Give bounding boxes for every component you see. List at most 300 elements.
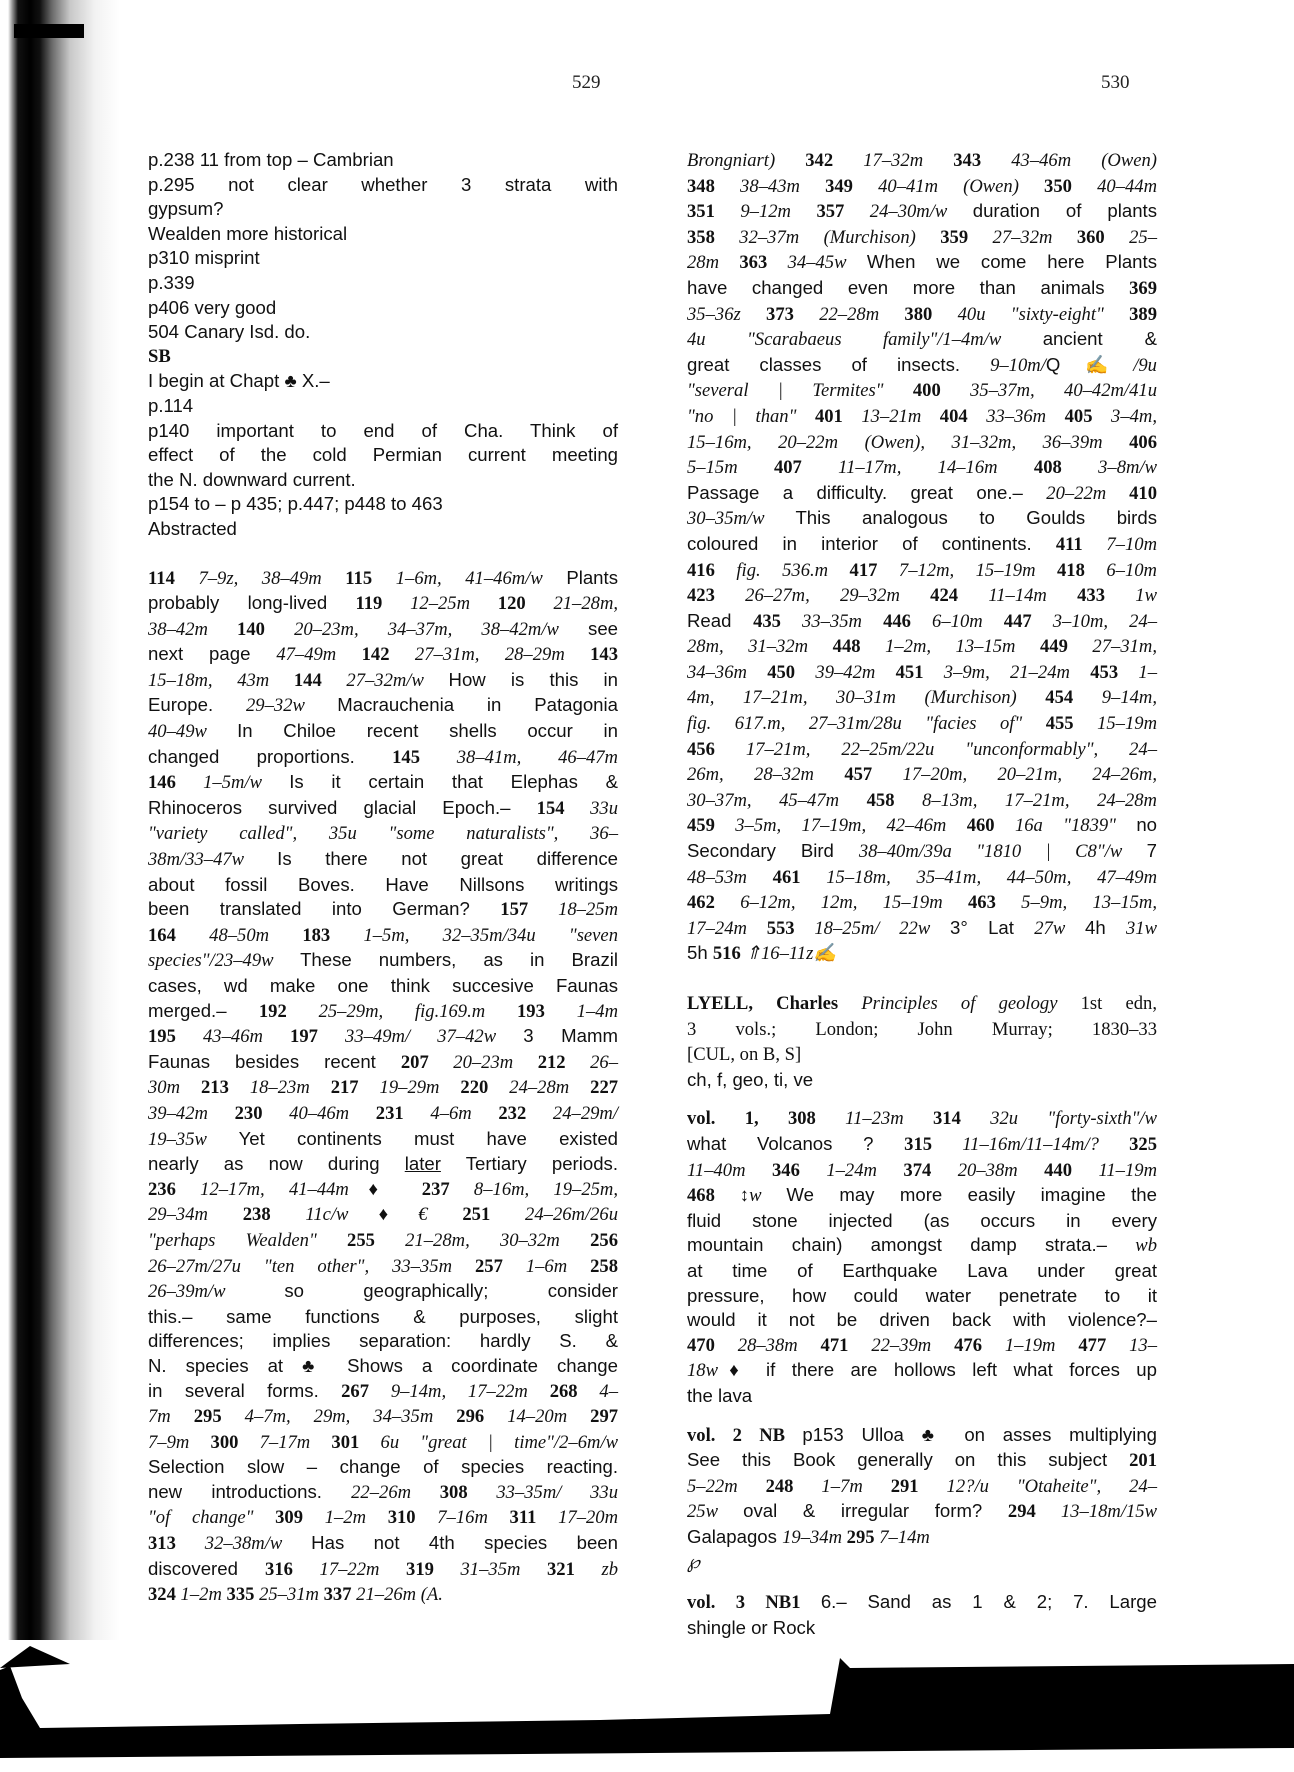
line-ref: 30m (148, 1077, 201, 1099)
annotation-text: 7 (1146, 840, 1157, 862)
page-ref: 374 (903, 1159, 958, 1181)
line-ref: 3–4m, (1111, 405, 1157, 427)
text-line (687, 1183, 1157, 1209)
line-ref: 40–44m (1097, 175, 1157, 197)
text-line (148, 1228, 618, 1254)
page-ref: 411 (1055, 533, 1107, 555)
annotation-text: pressure, how could water penetrate to it (687, 1284, 1157, 1306)
line-ref: 28m, 31–32m (687, 636, 833, 658)
line-ref: 3–10m, 24– (1052, 610, 1157, 632)
line-ref: 33–49m/ 37–42w (345, 1026, 524, 1048)
text-line (148, 1075, 618, 1101)
text-line (687, 1042, 1157, 1068)
line-ref: ⇑16–11z✍ (745, 943, 837, 965)
text-line (687, 1499, 1157, 1525)
sb-note-line: Abstracted (148, 517, 237, 539)
line-ref: 14–20m (507, 1406, 591, 1428)
page-ref: 140 (237, 618, 295, 640)
page-ref: 401 (814, 405, 862, 427)
line-ref: 11–16m/11–14m/? (962, 1133, 1130, 1155)
line-ref: 7–9z, 38–49m (198, 567, 346, 589)
line-ref: 43–46m (203, 1026, 291, 1048)
annotation-text: 5h (687, 942, 713, 964)
text-line (148, 1505, 618, 1531)
text-line (687, 1423, 1157, 1449)
page-ref: 349 (825, 175, 879, 197)
page-ref: 343 (953, 150, 1012, 171)
annotation-text: Is there not great difference (277, 848, 618, 870)
line-ref: fig. 617.m, 27–31m/28u "facies of" (687, 713, 1046, 735)
page-ref: 308 (439, 1481, 497, 1503)
page-ref: 463 (967, 892, 1022, 914)
line-ref: 17–20m (558, 1507, 619, 1529)
annotation-text: next page (148, 643, 277, 665)
line-ref: 26m, 28–32m (687, 764, 845, 786)
line-ref: 27–32m/w (346, 669, 449, 691)
line-ref: 34–36m (687, 661, 768, 683)
line-ref: 17–24m (687, 917, 767, 939)
line-ref: 11–17m, 14–16m (838, 457, 1034, 479)
line-ref: 24–29m/ (552, 1102, 618, 1124)
line-ref: 47–49m (276, 644, 362, 666)
line-ref: Brongniart) (687, 150, 806, 171)
text-line (148, 1254, 618, 1280)
annotation-text: later (404, 1153, 441, 1175)
page-number-left: 529 (572, 72, 601, 93)
text-line (148, 719, 618, 745)
text-line (687, 558, 1157, 584)
text-line (687, 327, 1157, 353)
line-ref: 35–37m, 40–42m/41u (970, 380, 1157, 402)
annotation-text: what Volcanos ? (687, 1132, 905, 1154)
line-ref: 27–31m, 28–29m (414, 644, 591, 666)
annotation-text: see (588, 617, 619, 639)
line-ref: 38m/33–47w (148, 849, 278, 871)
page-number-right: 530 (1101, 72, 1130, 93)
line-ref: "variety called", 35u "some naturalists", 36– (148, 823, 618, 845)
line-ref: 34–45w (787, 252, 867, 274)
line-ref: 11–40m (687, 1159, 772, 1181)
line-ref: 40–49w (148, 721, 238, 743)
text-line (148, 897, 618, 923)
line-ref: 12?/u "Otaheite", 24– (946, 1475, 1157, 1497)
text-line (687, 1333, 1157, 1359)
annotation-text: 3 Mamm (523, 1025, 618, 1047)
line-ref: 26–39m/w (148, 1281, 285, 1303)
page-ref: 300 (210, 1431, 260, 1453)
annotation-text: Passage a difficulty. great one.– (687, 481, 1047, 503)
page-ref: 418 (1057, 559, 1107, 581)
text-line (687, 1590, 1157, 1616)
line-ref: 7–16m (437, 1507, 510, 1529)
line-ref: 6–10m (932, 610, 1004, 632)
page-ref: 236 (148, 1178, 201, 1200)
line-ref: "no | than" (687, 405, 815, 427)
page-ref: 373 (766, 303, 820, 325)
page-ref: 447 (1003, 610, 1053, 632)
line-ref: 15–18m, 35–41m, 44–50m, 47–49m (826, 866, 1157, 888)
text-line (687, 302, 1157, 328)
text-line (148, 923, 618, 949)
annotation-text: This analogous to Goulds birds (795, 507, 1157, 529)
line-ref: 16a "1839" (1014, 815, 1137, 837)
text-line (687, 1448, 1157, 1474)
page-ref: 476 (954, 1334, 1005, 1356)
line-ref: 5–15m (687, 457, 774, 479)
line-ref: wb (1135, 1235, 1157, 1257)
line-ref: 7m (148, 1406, 194, 1428)
text-line (687, 660, 1157, 686)
line-ref: 5–22m (687, 1475, 766, 1497)
page-ref: 119 (355, 593, 411, 615)
line-ref: 5–9m, 13–15m, (1021, 892, 1158, 914)
text-line (687, 788, 1157, 814)
line-ref: 38–40m/39a "1810 | C8"/w (858, 841, 1147, 863)
text-line (148, 1480, 618, 1506)
annotation-text: 3 vols.; London; John Murray; 1830–33 (687, 1018, 1157, 1040)
line-ref: 1– (1138, 661, 1158, 683)
text-line (687, 250, 1157, 276)
page-ref: 516 (712, 943, 746, 965)
page-ref: 380 (904, 303, 958, 325)
line-ref: 9–10m/ (990, 354, 1046, 376)
text-line (148, 1177, 618, 1203)
sb-note-line: effect of the cold Permian current meeting (148, 444, 618, 466)
page-ref: 456 (687, 738, 746, 760)
line-ref: 6–10m (1106, 559, 1157, 581)
note-line: p406 very good (148, 296, 277, 318)
page-ref: 256 (590, 1229, 618, 1251)
line-ref: ℘ (687, 1552, 700, 1574)
page-ref: 461 (772, 866, 827, 888)
line-ref: 21–26m (A. (356, 1584, 443, 1606)
page-ref: 462 (687, 892, 741, 914)
annotation-text: Has not 4th species been (311, 1532, 618, 1554)
line-ref: 18–23m (249, 1077, 331, 1099)
line-ref: "perhaps Wealden" (148, 1229, 348, 1251)
note-line: 504 Canary Isd. do. (148, 321, 311, 343)
line-ref: 3–8m/w (1098, 457, 1157, 479)
sb-note-line: p154 to – p 435; p.447; p448 to 463 (148, 493, 443, 515)
note-line: gypsum? (148, 198, 224, 220)
scan-bottom-edge-shadow (0, 1628, 1294, 1758)
line-ref: 19–34m (782, 1526, 847, 1548)
page-ref: 164 (148, 924, 210, 946)
page-ref: 408 (1033, 457, 1099, 479)
page-ref: 212 (537, 1051, 591, 1073)
text-line (687, 276, 1157, 302)
text-line (687, 532, 1157, 558)
annotation-text: changed proportions. (148, 745, 393, 767)
annotation-text: [CUL, on B, S] (687, 1044, 802, 1066)
line-ref: 1–19m (1004, 1334, 1079, 1356)
line-ref: 40u "sixty-eight" (957, 303, 1130, 325)
page-ref: 238 (242, 1204, 306, 1226)
annotation-text: new introductions. (148, 1480, 352, 1502)
page-ref: 257 (474, 1255, 526, 1277)
text-line (148, 1430, 618, 1456)
page-ref: 450 (767, 661, 816, 683)
line-ref: 20–22m (1046, 482, 1130, 504)
line-ref: 32u "forty-sixth"/w (990, 1108, 1158, 1130)
line-ref: 13–21m (861, 405, 940, 427)
text-line (687, 1158, 1157, 1184)
text-line (687, 378, 1157, 404)
page-ref: 454 (1045, 687, 1102, 709)
annotation-text: See this Book generally on this subject (687, 1449, 1130, 1471)
line-ref: 18–25m/ 22w (814, 917, 951, 939)
page-ref: 295 (846, 1526, 880, 1548)
page-ref: 115 (345, 567, 396, 589)
page-ref: 251 (462, 1204, 526, 1226)
text-line (687, 404, 1157, 430)
page-ref: 477 (1078, 1334, 1130, 1356)
text-line (148, 821, 618, 847)
line-ref: zb (601, 1558, 619, 1580)
page-ref: 433 (1077, 585, 1136, 607)
line-ref: 27w (1034, 917, 1086, 939)
line-ref: Principles of geology (861, 993, 1081, 1014)
text-line (687, 1550, 1157, 1576)
text-line (687, 634, 1157, 660)
page-ref: 357 (816, 201, 870, 223)
text-line (148, 745, 618, 771)
annotation-text: in several forms. (148, 1379, 342, 1401)
text-line (148, 642, 618, 668)
text-line (148, 1101, 618, 1127)
left-column (148, 148, 618, 1608)
text-line (148, 1531, 618, 1557)
text-line (687, 506, 1157, 532)
vol2-references (687, 1423, 1157, 1577)
annotation-text: cases, wd make one think succesive Faunas (148, 975, 618, 996)
note-line: p.339 (148, 271, 195, 293)
page-ref: 363 (739, 252, 788, 274)
line-ref: 4m, 17–21m, 30–31m (Murchison) (687, 687, 1046, 709)
line-ref: 30–35m/w (687, 508, 796, 530)
annotation-text: probably long-lived (148, 592, 356, 614)
annotation-text: oval & irregular form? (743, 1500, 1008, 1522)
line-ref: 35–36z (687, 303, 767, 325)
text-line (687, 1358, 1157, 1384)
line-ref: 1–5m, 32–35m/34u "seven (363, 924, 618, 946)
notes-block (148, 148, 618, 542)
page-ref: 217 (330, 1077, 380, 1099)
annotation-text: Q✍ (1045, 353, 1134, 375)
page-ref: 230 (234, 1102, 290, 1124)
text-line (148, 1354, 618, 1379)
text-line (687, 941, 1157, 967)
page-ref: 455 (1045, 713, 1098, 735)
page-ref: 404 (939, 405, 987, 427)
page-ref: 360 (1076, 226, 1130, 248)
line-ref: 12–25m (410, 593, 498, 615)
text-line (687, 865, 1157, 891)
line-ref: 11c/w♦€ (305, 1204, 463, 1226)
line-ref: 32–38m/w (204, 1533, 312, 1555)
line-ref: 11–14m (988, 585, 1078, 607)
text-line (148, 1050, 618, 1076)
page-ref: 248 (765, 1475, 822, 1497)
page-ref: 350 (1044, 175, 1098, 197)
page-ref: 337 (323, 1584, 357, 1606)
line-ref: 17–22m (319, 1558, 407, 1580)
line-ref: 33–35m/ 33u (496, 1481, 618, 1503)
annotation-text: have changed even more than animals (687, 276, 1130, 298)
page-ref: 231 (375, 1102, 431, 1124)
line-ref: 3–5m, 17–19m, 42–46m (735, 815, 967, 837)
page-ref: 309 (275, 1507, 325, 1529)
text-line (687, 991, 1157, 1017)
line-ref: 33–36m (986, 405, 1065, 427)
line-ref: 1–4m (576, 1000, 619, 1022)
line-ref: 1w (1135, 585, 1157, 607)
line-ref: 1–2m, 13–15m (885, 636, 1040, 658)
page-ref: 468 (687, 1185, 740, 1207)
text-line (148, 566, 618, 592)
text-line (148, 1557, 618, 1583)
page-ref: 416 (687, 559, 737, 581)
spine-top-mark (14, 24, 84, 38)
page-ref: 142 (361, 644, 415, 666)
line-ref: ↕w (739, 1185, 787, 1207)
line-ref: "of change" (148, 1507, 276, 1529)
text-line (148, 1127, 618, 1153)
lyell-bibliographic-entry (687, 991, 1157, 1068)
sb-note-line: p.114 (148, 394, 194, 416)
page-ref: 237 (421, 1178, 474, 1200)
annotation-text: differences; implies separation: hardly S. & (148, 1330, 618, 1352)
text-line (687, 685, 1157, 711)
line-ref: 25–31m (259, 1584, 324, 1606)
line-ref: 33–35m (802, 610, 884, 632)
text-line (687, 1284, 1157, 1309)
line-ref: 4–6m (430, 1102, 499, 1124)
line-ref: 3–9m, 21–24m (943, 661, 1091, 683)
line-ref: 31w (1126, 917, 1157, 939)
text-line (148, 948, 618, 974)
page-ref: 348 (687, 175, 741, 197)
line-ref: 12–17m, 41–44m♦ (200, 1178, 422, 1200)
text-line (148, 1582, 618, 1608)
text-line (687, 225, 1157, 251)
line-ref: 30–37m, 45–47m (687, 789, 867, 811)
annotation-text: Macrauchenia in Patagonia (337, 694, 618, 716)
page-ref: 220 (460, 1077, 510, 1099)
page-ref: 294 (1007, 1501, 1061, 1523)
line-ref: 27–31m, (1092, 636, 1157, 658)
line-ref: 17–20m, 20–21m, 24–26m, (902, 764, 1157, 786)
line-ref: /9u (1133, 354, 1157, 376)
page-ref: 313 (148, 1533, 205, 1555)
page-ref: 417 (849, 559, 899, 581)
text-line (687, 1233, 1157, 1259)
page-ref: 316 (265, 1558, 320, 1580)
line-ref: "several | Termites" (687, 380, 913, 402)
page-references-block (148, 566, 618, 1608)
line-ref: 26–27m/27u "ten other", 33–35m (148, 1255, 475, 1277)
text-line (687, 1132, 1157, 1158)
right-column (687, 148, 1157, 1640)
sb-note-line: p140 important to end of Cha. Think of (148, 419, 618, 441)
text-line (148, 1202, 618, 1228)
text-line (687, 1209, 1157, 1234)
annotation-text: ancient & (1042, 328, 1157, 350)
line-ref: 11–23m (845, 1108, 933, 1130)
text-line (148, 796, 618, 822)
text-line (687, 174, 1157, 200)
annotation-text: These numbers, as in Brazil (300, 949, 619, 971)
page-ref: 183 (302, 924, 364, 946)
sb-heading: SB (148, 345, 171, 367)
line-ref: 4– (599, 1380, 619, 1402)
text-line (148, 847, 618, 873)
page-ref: 407 (773, 457, 839, 479)
line-ref: 7–14m (879, 1526, 930, 1548)
text-line (148, 1024, 618, 1050)
page-ref: 120 (497, 593, 554, 615)
text-line (148, 1329, 618, 1354)
annotation-text: shingle or Rock (687, 1616, 816, 1638)
line-ref: 7–10m (1106, 533, 1157, 555)
page-ref: 389 (1129, 303, 1158, 325)
line-ref: 38–43m (740, 175, 826, 197)
page-ref: 268 (549, 1380, 600, 1402)
page-ref: 457 (844, 764, 903, 786)
line-ref: 6–12m, 12m, 15–19m (740, 892, 968, 914)
text-line (687, 1525, 1157, 1551)
line-ref: 20–23m, 34–37m, 38–42m/w (294, 618, 589, 640)
line-ref: 18–25m (558, 899, 618, 921)
text-line (148, 873, 618, 898)
page-ref: 325 (1129, 1133, 1157, 1155)
text-line (148, 1152, 618, 1177)
line-ref: 1–5m/w (203, 772, 290, 794)
line-ref: 25–29m, fig.169.m (318, 1000, 517, 1022)
text-line (687, 711, 1157, 737)
note-line: p.238 11 from top – Cambrian (148, 149, 394, 170)
line-ref: 9–14m, 17–22m (390, 1380, 550, 1402)
line-ref: 43–46m (Owen) (1011, 150, 1158, 171)
annotation-text: Galapagos (687, 1525, 783, 1547)
line-ref: 15–19m (1097, 713, 1157, 735)
page-ref: 213 (200, 1077, 250, 1099)
annotation-text: so geographically; consider (284, 1280, 618, 1302)
page-ref: 192 (258, 1000, 319, 1022)
line-ref: 9–14m, (1101, 687, 1157, 709)
line-ref: 1–24m (826, 1159, 904, 1181)
line-ref: 13–18m/15w (1060, 1501, 1157, 1523)
annotation-text: coloured in interior of continents. (687, 532, 1056, 554)
line-ref: 29–34m (148, 1204, 243, 1226)
text-line (687, 1384, 1157, 1409)
page-ref: 351 (687, 201, 741, 223)
annotation-text: Is it certain that Elephas & (289, 771, 618, 793)
annotation-text: Selection slow – change of species reacting. (148, 1456, 618, 1478)
line-ref: 28m (687, 252, 740, 274)
line-ref: species"/23–49w (148, 950, 301, 972)
page-ref: 143 (590, 644, 619, 666)
page-ref: 410 (1129, 482, 1157, 504)
annotation-text: 6.– Sand as 1 & 2; 7. Large (820, 1591, 1157, 1613)
page-ref: 471 (820, 1334, 872, 1356)
line-ref: 1–7m (821, 1475, 891, 1497)
text-line (148, 1404, 618, 1430)
page-ref: 448 (832, 636, 886, 658)
text-line (148, 668, 618, 694)
annotation-text: We may more easily imagine the (786, 1184, 1157, 1206)
page-ref: 346 (771, 1159, 827, 1181)
